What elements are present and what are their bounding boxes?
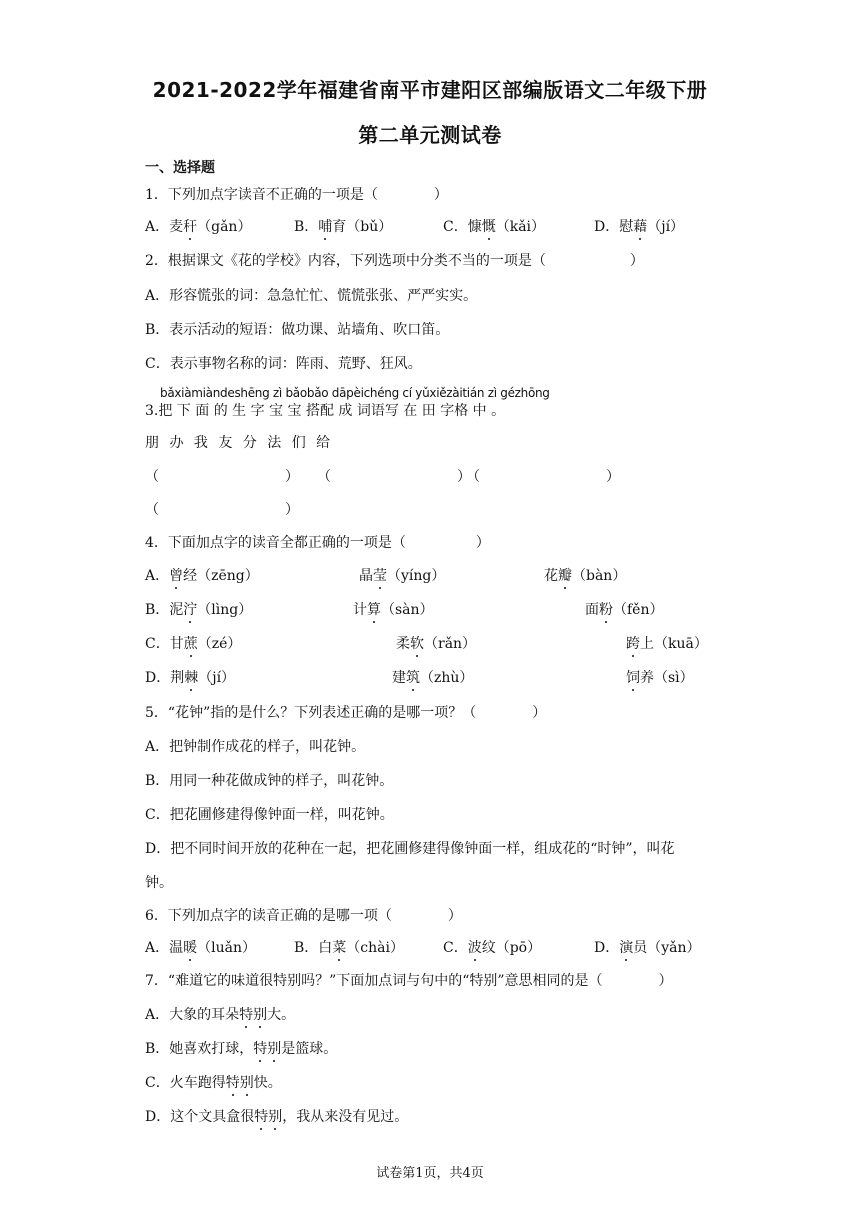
q5-option-a: A．把钟制作成花的样子，叫花钟。 xyxy=(145,739,366,755)
exam-title-line2: 第二单元测试卷 xyxy=(358,123,502,147)
q3-answer-blank: （ ） xyxy=(145,502,299,518)
q4-stem: 4．下面加点字的读音全都正确的一项是（ ） xyxy=(145,535,490,551)
q7-option-b: B．她喜欢打球，特别是篮球。 xyxy=(145,1041,338,1057)
q6-option-b: B．白菜（chài） xyxy=(294,940,404,956)
q2-option-b: B．表示活动的短语：做功课、站墙角、吹口笛。 xyxy=(145,322,450,338)
q5-stem: 5．“花钟”指的是什么？下列表述正确的是哪一项？（ ） xyxy=(145,705,547,721)
q3-stem: 3.把 下 面 的 生 字 宝 宝 搭配 成 词语写 在 田 字格 中 。 xyxy=(145,403,506,419)
q4-option-d-item: 饲养（sì） xyxy=(626,670,694,686)
page-footer: 试卷第1页，共4页 xyxy=(376,1166,484,1181)
q3-characters: 朋 办 我 友 分 法 们 给 xyxy=(145,435,334,451)
q5-option-b: B．用同一种花做成钟的样子，叫花钟。 xyxy=(145,773,394,789)
q3-answer-blank: （ ） xyxy=(145,469,299,485)
q7-option-d: D．这个文具盒很特别，我从来没有见过。 xyxy=(145,1109,409,1125)
q7-stem: 7．“难道它的味道很特别吗？”下面加点词与句中的“特别”意思相同的是（ ） xyxy=(145,973,673,989)
q4-option-b-item: 面粉（fěn） xyxy=(585,602,664,618)
q4-option-b-item: B．泥泞（lìng） xyxy=(145,602,253,618)
q2-option-c: C．表示事物名称的词：阵雨、荒野、狂风。 xyxy=(145,356,422,372)
q7-option-c: C．火车跑得特别快。 xyxy=(145,1075,282,1091)
q6-option-d: D．演员（yǎn） xyxy=(594,940,701,956)
q1-option-c: C．慷慨（kǎi） xyxy=(443,219,546,235)
q3-answer-blank: （ ） xyxy=(317,469,471,485)
q5-option-c: C．把花圃修建得像钟面一样，叫花钟。 xyxy=(145,807,394,823)
exam-title-line1: 2021-2022学年福建省南平市建阳区部编版语文二年级下册 xyxy=(152,78,708,102)
q4-option-a-item: 花瓣（bàn） xyxy=(544,568,627,584)
q3-pinyin: bǎxiàmiàndeshēng zì bǎobǎo dāpèichéng cí yǔxiězàitián zì gézhōng xyxy=(160,386,550,400)
q4-option-a-item: 晶莹（yíng） xyxy=(359,568,446,584)
q2-stem: 2．根据课文《花的学校》内容，下列选项中分类不当的一项是（ ） xyxy=(145,253,644,269)
q3-answer-blank: （ ） xyxy=(466,469,620,485)
q1-option-a: A．麦秆（gǎn） xyxy=(145,219,252,235)
q4-option-d-item: 建筑（zhù） xyxy=(392,670,474,686)
q4-option-c-item: C．甘蔗（zé） xyxy=(145,636,242,652)
q5-option-d: D．把不同时间开放的花种在一起，把花圃修建得像钟面一样，组成花的“时钟”，叫花 xyxy=(145,841,675,857)
q6-option-c: C．波纹（pō） xyxy=(443,940,542,956)
q2-option-a: A．形容慌张的词：急急忙忙、慌慌张张、严严实实。 xyxy=(145,288,478,304)
q4-option-c-item: 跨上（kuā） xyxy=(626,636,708,652)
q1-stem: 1．下列加点字读音不正确的一项是（ ） xyxy=(145,187,448,203)
q7-option-a: A．大象的耳朵特别大。 xyxy=(145,1007,296,1023)
q6-stem: 6．下列加点字的读音正确的是哪一项（ ） xyxy=(145,908,462,924)
section-heading: 一、选择题 xyxy=(145,160,215,176)
q4-option-b-item: 计算（sàn） xyxy=(353,602,434,618)
q4-option-a-item: A．曾经（zēng） xyxy=(145,568,259,584)
q6-option-a: A．温暖（luǎn） xyxy=(145,940,256,956)
q1-option-d: D．慰藉（jí） xyxy=(594,219,685,235)
q1-option-b: B．哺育（bǔ） xyxy=(294,219,393,235)
q4-option-d-item: D．荆棘（jí） xyxy=(145,670,236,686)
q4-option-c-item: 柔软（rǎn） xyxy=(396,636,477,652)
q5-option-d-continued: 钟。 xyxy=(145,875,173,891)
